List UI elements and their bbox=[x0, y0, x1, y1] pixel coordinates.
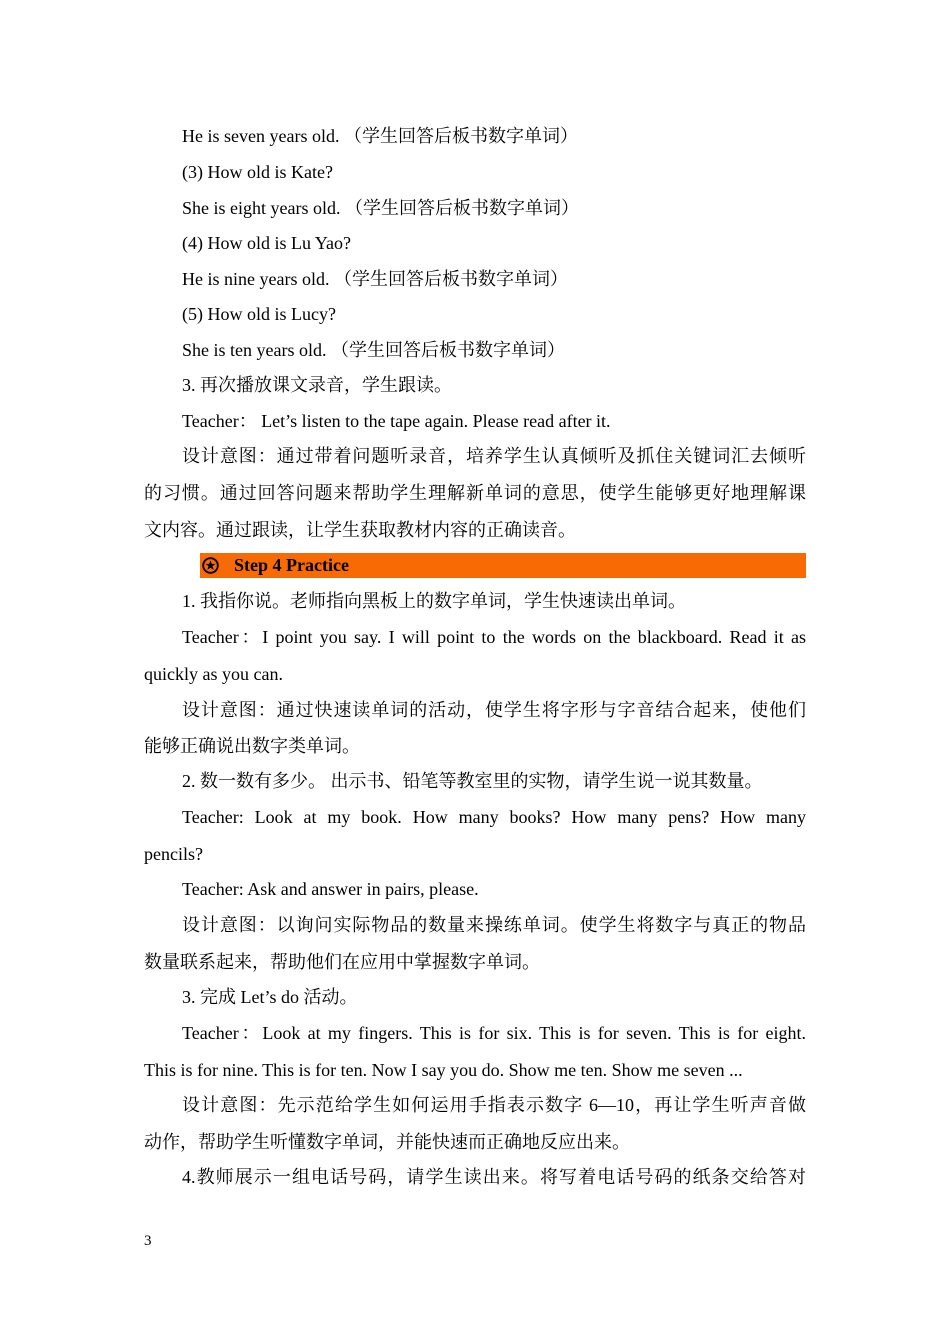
design-intent-line: 设计意图：以询问实际物品的数量来操练单词。使学生将数字与真正的物品 bbox=[182, 915, 806, 935]
teacher-line: Teacher： Let’s listen to the tape again. Please read after it. bbox=[182, 411, 611, 431]
design-intent-line: 文内容。通过跟读，让学生获取教材内容的正确读音。 bbox=[144, 520, 576, 540]
step-item: 2. 数一数有多少。 出示书、铅笔等教室里的实物，请学生说一说其数量。 bbox=[182, 771, 763, 791]
teacher-line: Teacher：I point you say. I will point to the words on the blackboard. Read it as bbox=[182, 627, 806, 647]
teacher-line: This is for nine. This is for ten. Now I say you do. Show me ten. Show me seven ... bbox=[144, 1060, 743, 1080]
section-heading: Step 4 Practice bbox=[234, 555, 349, 575]
question-line: (4) How old is Lu Yao? bbox=[182, 233, 351, 253]
design-intent-line: 设计意图：通过带着问题听录音，培养学生认真倾听及抓住关键词汇去倾听 bbox=[182, 446, 806, 466]
teacher-line: Teacher: Look at my book. How many books? How many pens? How many bbox=[182, 807, 806, 827]
step-item: 1. 我指你说。老师指向黑板上的数字单词，学生快速读出单词。 bbox=[182, 591, 686, 611]
question-line: (3) How old is Kate? bbox=[182, 162, 333, 182]
step-item: 4.教师展示一组电话号码，请学生读出来。将写着电话号码的纸条交给答对 bbox=[182, 1167, 806, 1187]
star-circle-icon bbox=[202, 557, 219, 574]
design-intent-line: 能够正确说出数字类单词。 bbox=[144, 736, 360, 756]
design-intent-line: 动作，帮助学生听懂数字单词，并能快速而正确地反应出来。 bbox=[144, 1132, 630, 1152]
teacher-line: quickly as you can. bbox=[144, 664, 283, 684]
text-line: He is nine years old. （学生回答后板书数字单词） bbox=[182, 269, 568, 289]
question-line: (5) How old is Lucy? bbox=[182, 304, 336, 324]
teacher-line: Teacher：Look at my fingers. This is for six. This is for seven. This is for eight. bbox=[182, 1023, 806, 1043]
teacher-line: Teacher: Ask and answer in pairs, please. bbox=[182, 879, 479, 899]
page-number: 3 bbox=[144, 1233, 152, 1249]
text-line: She is eight years old. （学生回答后板书数字单词） bbox=[182, 198, 579, 218]
step-item: 3. 完成 Let’s do 活动。 bbox=[182, 987, 358, 1007]
design-intent-line: 的习惯。通过回答问题来帮助学生理解新单词的意思，使学生能够更好地理解课 bbox=[144, 483, 806, 503]
text-line: She is ten years old. （学生回答后板书数字单词） bbox=[182, 340, 565, 360]
design-intent-line: 数量联系起来，帮助他们在应用中掌握数字单词。 bbox=[144, 952, 540, 972]
teacher-line: pencils? bbox=[144, 844, 203, 864]
design-intent-line: 设计意图：先示范给学生如何运用手指表示数字 6—10，再让学生听声音做 bbox=[182, 1095, 806, 1115]
design-intent-line: 设计意图：通过快速读单词的活动，使学生将字形与字音结合起来，使他们 bbox=[182, 700, 806, 720]
text-line: He is seven years old. （学生回答后板书数字单词） bbox=[182, 126, 578, 146]
step-item: 3. 再次播放课文录音，学生跟读。 bbox=[182, 375, 452, 395]
section-heading-banner bbox=[200, 553, 806, 578]
